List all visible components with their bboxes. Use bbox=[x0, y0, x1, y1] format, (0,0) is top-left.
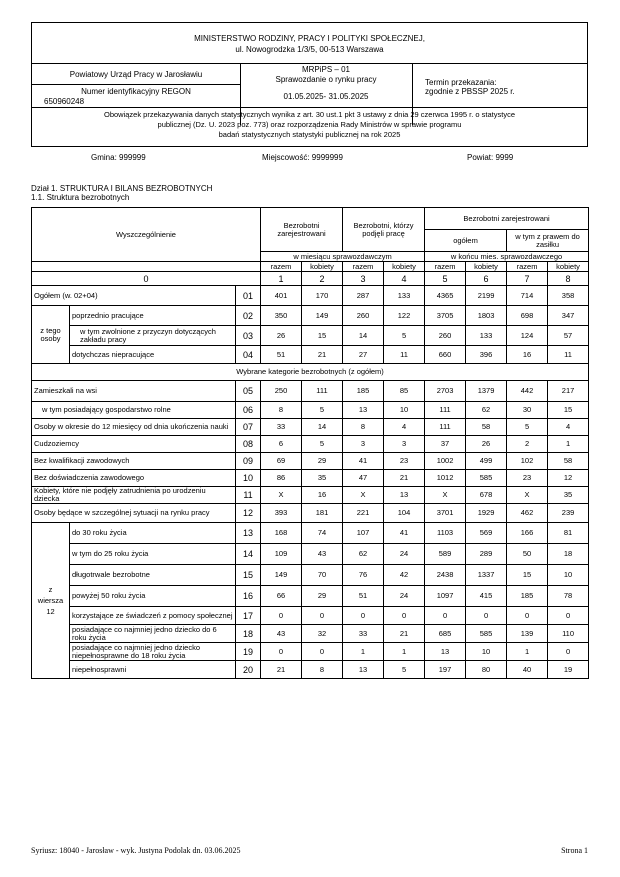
row-number: 07 bbox=[236, 419, 261, 436]
row-value: 18 bbox=[548, 544, 589, 565]
header-razem: razem bbox=[343, 262, 384, 272]
row-label: Bez kwalifikacji zawodowych bbox=[32, 453, 236, 470]
row-value: 5 bbox=[384, 326, 425, 346]
header-w-tym-zasilek: w tym z prawem do zasiłku bbox=[507, 230, 589, 252]
row-value: 13 bbox=[384, 487, 425, 504]
table-row bbox=[32, 565, 589, 586]
z-wiersza-text: 12 bbox=[46, 606, 55, 616]
row-number: 11 bbox=[236, 487, 261, 504]
regon-value: 650960248 bbox=[44, 97, 85, 106]
row-value: 3 bbox=[343, 436, 384, 453]
gmina-field: Gmina: 999999 bbox=[91, 153, 146, 162]
row-value: 23 bbox=[507, 470, 548, 487]
row-number: 20 bbox=[236, 661, 261, 679]
row-value: 58 bbox=[548, 453, 589, 470]
row-label: powyżej 50 roku życia bbox=[70, 586, 236, 607]
header-wyszczegolnienie: Wyszczególnienie bbox=[32, 208, 261, 262]
row-value: 2 bbox=[507, 436, 548, 453]
row-value: 1103 bbox=[425, 523, 466, 544]
row-value: 14 bbox=[343, 326, 384, 346]
row-value: 217 bbox=[548, 381, 589, 402]
row-value: 660 bbox=[425, 346, 466, 364]
row-label: w tym posiadający gospodarstwo rolne bbox=[32, 402, 236, 419]
header-razem: razem bbox=[261, 262, 302, 272]
row-value: 13 bbox=[343, 402, 384, 419]
header-kobiety: kobiety bbox=[548, 262, 589, 272]
header-bezrobotni-zarejestrowani-end: Bezrobotni zarejestrowani bbox=[425, 208, 589, 230]
row-value: 1337 bbox=[466, 565, 507, 586]
row-value: 139 bbox=[507, 625, 548, 643]
row-value: 358 bbox=[548, 286, 589, 306]
row-value: 57 bbox=[548, 326, 589, 346]
row-value: 26 bbox=[261, 326, 302, 346]
col-number: 5 bbox=[425, 272, 466, 286]
row-value: 0 bbox=[507, 607, 548, 625]
table-row bbox=[32, 504, 589, 523]
row-value: 43 bbox=[302, 544, 343, 565]
row-value: 0 bbox=[302, 607, 343, 625]
report-header bbox=[31, 22, 588, 147]
row-value: 350 bbox=[261, 306, 302, 326]
header-kobiety: kobiety bbox=[302, 262, 343, 272]
row-value: 76 bbox=[343, 565, 384, 586]
row-value: 2199 bbox=[466, 286, 507, 306]
row-value: 124 bbox=[507, 326, 548, 346]
row-value: 221 bbox=[343, 504, 384, 523]
row-value: 62 bbox=[343, 544, 384, 565]
row-number: 18 bbox=[236, 625, 261, 643]
header-w-miesiacu: w miesiącu sprawozdawczym bbox=[261, 252, 425, 262]
row-value: 102 bbox=[507, 453, 548, 470]
row-value: 393 bbox=[261, 504, 302, 523]
row-value: X bbox=[507, 487, 548, 504]
row-value: 5 bbox=[302, 402, 343, 419]
row-value: 10 bbox=[548, 565, 589, 586]
row-value: 2438 bbox=[425, 565, 466, 586]
row-value: 714 bbox=[507, 286, 548, 306]
row-label: Osoby będące w szczególnej sytuacji na rynku pracy bbox=[32, 504, 236, 523]
row-value: 21 bbox=[302, 346, 343, 364]
row-value: 0 bbox=[425, 607, 466, 625]
header-kobiety: kobiety bbox=[466, 262, 507, 272]
row-value: 51 bbox=[343, 586, 384, 607]
row-value: 50 bbox=[507, 544, 548, 565]
row-label: Osoby w okresie do 12 miesięcy od dnia ukończenia nauki bbox=[32, 419, 236, 436]
row-label: Bez doświadczenia zawodowego bbox=[32, 470, 236, 487]
row-value: 104 bbox=[384, 504, 425, 523]
row-value: 35 bbox=[548, 487, 589, 504]
row-value: 62 bbox=[466, 402, 507, 419]
row-number: 13 bbox=[236, 523, 261, 544]
row-value: 74 bbox=[302, 523, 343, 544]
row-value: 21 bbox=[384, 470, 425, 487]
row-value: 40 bbox=[507, 661, 548, 679]
row-value: 0 bbox=[384, 607, 425, 625]
row-value: 78 bbox=[548, 586, 589, 607]
row-value: 19 bbox=[548, 661, 589, 679]
row-value: 678 bbox=[466, 487, 507, 504]
row-value: 4 bbox=[548, 419, 589, 436]
table-row bbox=[32, 326, 589, 346]
row-value: 42 bbox=[384, 565, 425, 586]
row-value: 24 bbox=[384, 544, 425, 565]
row-value: 69 bbox=[261, 453, 302, 470]
row-value: 30 bbox=[507, 402, 548, 419]
row-value: 16 bbox=[507, 346, 548, 364]
row-label: poprzednio pracujące bbox=[70, 306, 236, 326]
row-value: 287 bbox=[343, 286, 384, 306]
row-label: posiadające co najmniej jedno dziecko do 6 roku życia bbox=[70, 625, 236, 643]
row-value: 168 bbox=[261, 523, 302, 544]
row-value: 462 bbox=[507, 504, 548, 523]
row-number: 05 bbox=[236, 381, 261, 402]
row-number: 14 bbox=[236, 544, 261, 565]
row-value: 6 bbox=[261, 436, 302, 453]
row-label: Zamieszkali na wsi bbox=[32, 381, 236, 402]
ministry-address: ul. Nowogrodzka 1/3/5, 00-513 Warszawa bbox=[235, 45, 384, 54]
row-value: 111 bbox=[425, 402, 466, 419]
row-value: 396 bbox=[466, 346, 507, 364]
row-value: 0 bbox=[302, 643, 343, 661]
table-row bbox=[32, 286, 589, 306]
miejscowosc-field: Miejscowość: 9999999 bbox=[262, 153, 343, 162]
row-value: 10 bbox=[384, 402, 425, 419]
row-value: 58 bbox=[466, 419, 507, 436]
row-value: 111 bbox=[425, 419, 466, 436]
row-label: w tym do 25 roku życia bbox=[70, 544, 236, 565]
table-row bbox=[32, 523, 589, 544]
row-value: 1929 bbox=[466, 504, 507, 523]
table-row bbox=[32, 470, 589, 487]
row-value: 21 bbox=[384, 625, 425, 643]
row-value: 239 bbox=[548, 504, 589, 523]
row-value: 2703 bbox=[425, 381, 466, 402]
row-value: 0 bbox=[261, 643, 302, 661]
row-value: 10 bbox=[466, 643, 507, 661]
footer-left: Syriusz: 18040 - Jarosław - wyk. Justyna Podolak dn. 03.06.2025 bbox=[31, 846, 241, 855]
table-row bbox=[32, 643, 589, 661]
col-number: 8 bbox=[548, 272, 589, 286]
table-row bbox=[32, 453, 589, 470]
row-label: korzystające ze świadczeń z pomocy społecznej bbox=[70, 607, 236, 625]
form-code: MRPiPS – 01 bbox=[301, 65, 351, 74]
footer-page-number: Strona 1 bbox=[561, 846, 588, 855]
row-label: do 30 roku życia bbox=[70, 523, 236, 544]
col-number: 6 bbox=[466, 272, 507, 286]
row-value: 35 bbox=[302, 470, 343, 487]
table-row bbox=[32, 381, 589, 402]
row-number: 19 bbox=[236, 643, 261, 661]
row-value: 3705 bbox=[425, 306, 466, 326]
row-value: 41 bbox=[343, 453, 384, 470]
col-number: 0 bbox=[32, 272, 261, 286]
header-razem: razem bbox=[507, 262, 548, 272]
category-divider-row bbox=[32, 364, 589, 381]
row-value: 16 bbox=[302, 487, 343, 504]
row-label: posiadające co najmniej jedno dziecko niepełnosprawne do 18 roku życia bbox=[70, 643, 236, 661]
row-value: 66 bbox=[261, 586, 302, 607]
legal-notice-line2: publicznej (Dz. U. 2023 poz. 773) oraz rozporządzenia Rady Ministrów w sprawie programu bbox=[157, 120, 462, 129]
row-value: 181 bbox=[302, 504, 343, 523]
row-value: 401 bbox=[261, 286, 302, 306]
row-value: 1 bbox=[384, 643, 425, 661]
row-value: 197 bbox=[425, 661, 466, 679]
row-value: 5 bbox=[384, 661, 425, 679]
row-value: 5 bbox=[302, 436, 343, 453]
row-value: X bbox=[261, 487, 302, 504]
table-row bbox=[32, 661, 589, 679]
structure-table bbox=[31, 207, 589, 679]
header-bezrobotni-zarejestrowani: Bezrobotni zarejestrowani bbox=[261, 208, 343, 252]
row-value: 33 bbox=[343, 625, 384, 643]
header-blank bbox=[32, 262, 261, 272]
z-wiersza-text: z bbox=[48, 584, 53, 594]
row-value: 4365 bbox=[425, 286, 466, 306]
row-value: 110 bbox=[548, 625, 589, 643]
row-value: 149 bbox=[261, 565, 302, 586]
row-value: 21 bbox=[261, 661, 302, 679]
row-value: 0 bbox=[548, 643, 589, 661]
powiat-field: Powiat: 9999 bbox=[467, 153, 514, 162]
row-label: niepełnosprawni bbox=[70, 661, 236, 679]
row-value: 47 bbox=[343, 470, 384, 487]
row-value: 11 bbox=[548, 346, 589, 364]
row-value: 13 bbox=[343, 661, 384, 679]
row-number: 02 bbox=[236, 306, 261, 326]
row-value: 33 bbox=[261, 419, 302, 436]
row-value: 11 bbox=[384, 346, 425, 364]
section-subtitle: 1.1. Struktura bezrobotnych bbox=[31, 193, 130, 202]
header-razem: razem bbox=[425, 262, 466, 272]
row-number: 01 bbox=[236, 286, 261, 306]
office-name: Powiatowy Urząd Pracy w Jarosławiu bbox=[69, 70, 203, 79]
selected-categories-label: Wybrane kategorie bezrobotnych (z ogółem) bbox=[32, 364, 589, 381]
ministry-name: MINISTERSTWO RODZINY, PRACY I POLITYKI SPOŁECZNEJ, bbox=[194, 34, 425, 43]
row-value: 585 bbox=[466, 470, 507, 487]
row-value: 499 bbox=[466, 453, 507, 470]
row-number: 06 bbox=[236, 402, 261, 419]
row-number: 08 bbox=[236, 436, 261, 453]
row-value: 347 bbox=[548, 306, 589, 326]
deadline-label: Termin przekazania: bbox=[425, 78, 497, 87]
row-value: X bbox=[343, 487, 384, 504]
row-value: 15 bbox=[302, 326, 343, 346]
legal-notice-line3: badań statystycznych statystyki publicznej na rok 2025 bbox=[218, 130, 401, 139]
z-wiersza-12-label bbox=[32, 523, 70, 679]
table-row bbox=[32, 402, 589, 419]
table-row bbox=[32, 436, 589, 453]
table-row bbox=[32, 306, 589, 326]
row-number: 12 bbox=[236, 504, 261, 523]
header-kobiety: kobiety bbox=[384, 262, 425, 272]
row-value: 109 bbox=[261, 544, 302, 565]
table-row bbox=[32, 419, 589, 436]
row-value: 43 bbox=[261, 625, 302, 643]
row-value: 23 bbox=[384, 453, 425, 470]
row-value: 4 bbox=[384, 419, 425, 436]
row-number: 16 bbox=[236, 586, 261, 607]
row-value: 1379 bbox=[466, 381, 507, 402]
row-value: 37 bbox=[425, 436, 466, 453]
row-label: dotychczas niepracujące bbox=[70, 346, 236, 364]
table-row bbox=[32, 586, 589, 607]
row-value: 250 bbox=[261, 381, 302, 402]
row-value: 569 bbox=[466, 523, 507, 544]
row-value: 122 bbox=[384, 306, 425, 326]
row-value: 1002 bbox=[425, 453, 466, 470]
row-value: 0 bbox=[548, 607, 589, 625]
deadline-value: zgodnie z PBSSP 2025 r. bbox=[425, 87, 515, 96]
report-period: 01.05.2025- 31.05.2025 bbox=[283, 92, 369, 101]
row-value: 585 bbox=[466, 625, 507, 643]
row-value: 260 bbox=[425, 326, 466, 346]
column-number-row bbox=[32, 272, 589, 286]
col-number: 1 bbox=[261, 272, 302, 286]
row-label: Cudzoziemcy bbox=[32, 436, 236, 453]
row-value: 29 bbox=[302, 453, 343, 470]
row-value: 13 bbox=[425, 643, 466, 661]
row-value: 80 bbox=[466, 661, 507, 679]
table-row bbox=[32, 346, 589, 364]
row-value: 0 bbox=[343, 607, 384, 625]
row-value: 415 bbox=[466, 586, 507, 607]
row-label: Ogółem (w. 02+04) bbox=[32, 286, 236, 306]
row-value: 81 bbox=[548, 523, 589, 544]
row-value: 24 bbox=[384, 586, 425, 607]
row-value: 14 bbox=[302, 419, 343, 436]
row-value: 133 bbox=[466, 326, 507, 346]
header-bezrobotni-podjeli: Bezrobotni, którzy podjęli pracę bbox=[343, 208, 425, 252]
table-row bbox=[32, 544, 589, 565]
table-row bbox=[32, 487, 589, 504]
row-value: 8 bbox=[343, 419, 384, 436]
row-value: 185 bbox=[507, 586, 548, 607]
row-number: 04 bbox=[236, 346, 261, 364]
row-value: 589 bbox=[425, 544, 466, 565]
row-value: 698 bbox=[507, 306, 548, 326]
row-value: 289 bbox=[466, 544, 507, 565]
row-value: 15 bbox=[507, 565, 548, 586]
table-row bbox=[32, 625, 589, 643]
row-value: 1097 bbox=[425, 586, 466, 607]
row-value: 0 bbox=[261, 607, 302, 625]
row-value: 0 bbox=[466, 607, 507, 625]
row-number: 10 bbox=[236, 470, 261, 487]
row-value: 26 bbox=[466, 436, 507, 453]
z-tego-osoby-label: z tego osoby bbox=[32, 306, 70, 364]
row-label: długotrwale bezrobotne bbox=[70, 565, 236, 586]
row-value: 185 bbox=[343, 381, 384, 402]
row-value: 29 bbox=[302, 586, 343, 607]
row-value: 8 bbox=[302, 661, 343, 679]
header-ogolem: ogółem bbox=[425, 230, 507, 252]
col-number: 3 bbox=[343, 272, 384, 286]
row-value: 41 bbox=[384, 523, 425, 544]
table-row bbox=[32, 607, 589, 625]
row-value: 15 bbox=[548, 402, 589, 419]
row-value: 133 bbox=[384, 286, 425, 306]
row-value: 107 bbox=[343, 523, 384, 544]
row-value: 5 bbox=[507, 419, 548, 436]
row-value: 111 bbox=[302, 381, 343, 402]
z-wiersza-text: wiersza bbox=[37, 595, 64, 605]
legal-notice-line1: Obowiązek przekazywania danych statystycznych wynika z art. 30 ust.1 pkt 3 ustawy z dnia 29 czerwca 1995 r. o statystyce bbox=[103, 110, 516, 119]
row-value: 12 bbox=[548, 470, 589, 487]
regon-label: Numer identyfikacyjny REGON bbox=[81, 87, 191, 96]
form-title: Sprawozdanie o rynku pracy bbox=[275, 75, 377, 84]
row-value: 170 bbox=[302, 286, 343, 306]
row-value: 149 bbox=[302, 306, 343, 326]
row-value: 166 bbox=[507, 523, 548, 544]
row-label: Kobiety, które nie podjęły zatrudnienia po urodzeniu dziecka bbox=[32, 487, 236, 504]
row-value: 3 bbox=[384, 436, 425, 453]
row-number: 15 bbox=[236, 565, 261, 586]
row-value: 32 bbox=[302, 625, 343, 643]
row-value: 27 bbox=[343, 346, 384, 364]
row-value: 85 bbox=[384, 381, 425, 402]
row-value: 3701 bbox=[425, 504, 466, 523]
row-value: 1 bbox=[343, 643, 384, 661]
row-value: 1012 bbox=[425, 470, 466, 487]
row-value: 70 bbox=[302, 565, 343, 586]
header-w-koncu: w końcu mies. sprawozdawczego bbox=[425, 252, 589, 262]
row-value: 260 bbox=[343, 306, 384, 326]
row-value: 51 bbox=[261, 346, 302, 364]
row-value: 1 bbox=[507, 643, 548, 661]
row-value: 1803 bbox=[466, 306, 507, 326]
row-number: 09 bbox=[236, 453, 261, 470]
row-number: 03 bbox=[236, 326, 261, 346]
row-value: 685 bbox=[425, 625, 466, 643]
row-value: 442 bbox=[507, 381, 548, 402]
row-number: 17 bbox=[236, 607, 261, 625]
section-title: Dział 1. STRUKTURA I BILANS BEZROBOTNYCH bbox=[31, 184, 213, 193]
row-value: 8 bbox=[261, 402, 302, 419]
col-number: 2 bbox=[302, 272, 343, 286]
row-label: w tym zwolnione z przyczyn dotyczących zakładu pracy bbox=[70, 326, 236, 346]
row-value: 86 bbox=[261, 470, 302, 487]
row-value: X bbox=[425, 487, 466, 504]
row-value: 1 bbox=[548, 436, 589, 453]
col-number: 4 bbox=[384, 272, 425, 286]
col-number: 7 bbox=[507, 272, 548, 286]
